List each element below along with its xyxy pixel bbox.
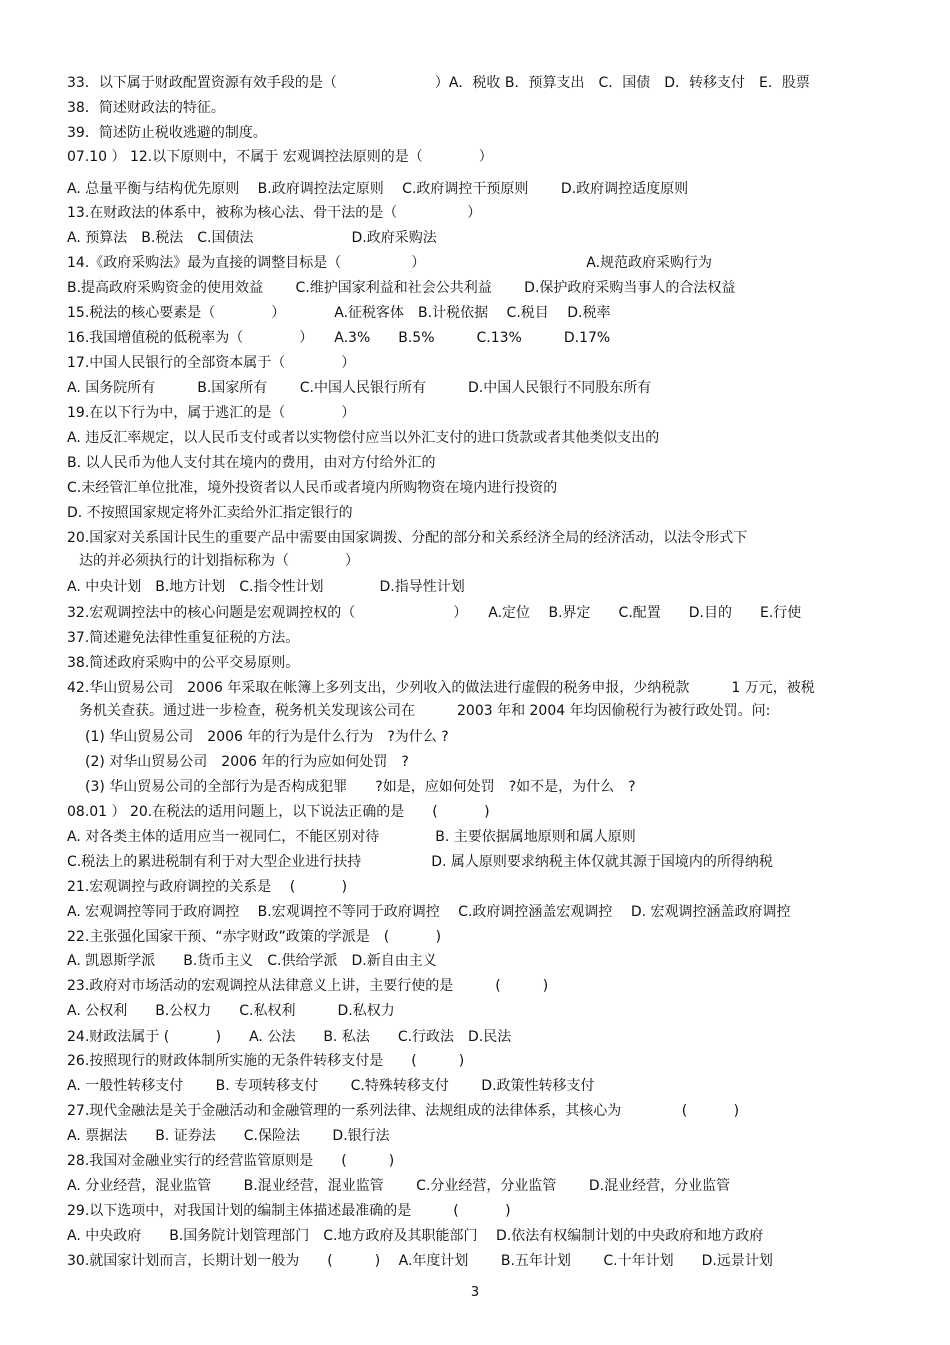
question-14-options: B.提高政府采购资金的使用效益 C.维护国家利益和社会公共利益 D.保护政府采购当事人的合法权益 xyxy=(67,280,736,296)
question-42-part-3: (3) 华山贸易公司的全部行为是否构成犯罪 ?如是，应如何处罚 ?如不是，为什么 ? xyxy=(85,779,636,795)
question-23: 23.政府对市场活动的宏观调控从法律意义上讲，主要行使的是 ( ) xyxy=(67,978,549,994)
question-42: 42.华山贸易公司 2006 年采取在帐簿上多列支出，少列收入的做法进行虚假的税务申报，少纳税款 1 万元，被税 xyxy=(67,680,815,696)
question-33: 33．以下属于财政配置资源有效手段的是（ ）A．税收 B．预算支出 C．国债 D．转移支付 E．股票 xyxy=(67,75,810,91)
question-21: 21.宏观调控与政府调控的关系是 ( ) xyxy=(67,879,348,895)
question-19-option-a: A. 违反汇率规定，以人民币支付或者以实物偿付应当以外汇支付的进口货款或者其他类似支出的 xyxy=(67,430,660,446)
question-38b: 38.简述政府采购中的公平交易原则。 xyxy=(67,655,300,671)
question-32: 32.宏观调控法中的核心问题是宏观调控权的（ ） A.定位 B.界定 C.配置 D.目的 E.行使 xyxy=(67,605,802,621)
question-17: 17.中国人民银行的全部资本属于（ ） xyxy=(67,355,356,371)
question-13: 13.在财政法的体系中，被称为核心法、骨干法的是（ ） xyxy=(67,205,482,221)
question-39: 39．简述防止税收逃避的制度。 xyxy=(67,125,267,141)
question-12-options: A. 总量平衡与结构优先原则 B.政府调控法定原则 C.政府调控干预原则 D.政府调控适度原则 xyxy=(67,181,689,197)
question-38: 38．简述财政法的特征。 xyxy=(67,100,225,116)
question-12-header: 07.10 ） 12.以下原则中，不属于 宏观调控法原则的是（ ） xyxy=(67,149,493,165)
page-number: 3 xyxy=(470,1285,480,1300)
question-20-cont: 达的并必须执行的计划指标称为（ ） xyxy=(79,553,359,569)
question-26-options: A. 一般性转移支付 B. 专项转移支付 C.特殊转移支付 D.政策性转移支付 xyxy=(67,1078,595,1094)
question-28-options: A. 分业经营，混业监管 B.混业经营，混业监管 C.分业经营，分业监管 D.混业经营，分业监管 xyxy=(67,1178,731,1194)
question-42-cont: 务机关查获。通过进一步检查，税务机关发现该公司在 2003 年和 2004 年均因偷税行为被行政处罚。问: xyxy=(79,703,771,719)
question-29: 29.以下选项中，对我国计划的编制主体描述最准确的是 ( ) xyxy=(67,1203,511,1219)
question-15: 15.税法的核心要素是（ ） A.征税客体 B.计税依据 C.税目 D.税率 xyxy=(67,305,611,321)
question-37: 37.简述避免法律性重复征税的方法。 xyxy=(67,630,300,646)
question-42-part-1: (1) 华山贸易公司 2006 年的行为是什么行为 ?为什么 ? xyxy=(85,729,449,745)
question-19: 19.在以下行为中，属于逃汇的是（ ） xyxy=(67,405,356,421)
question-22: 22.主张强化国家干预、“赤字财政”政策的学派是 ( ) xyxy=(67,929,442,945)
question-13-options: A. 预算法 B.税法 C.国债法 D.政府采购法 xyxy=(67,230,437,246)
question-21-options: A. 宏观调控等同于政府调控 B.宏观调控不等同于政府调控 C.政府调控涵盖宏观调控 D. 宏观调控涵盖政府调控 xyxy=(67,904,791,920)
question-16: 16.我国增值税的低税率为（ ） A.3% B.5% C.13% D.17% xyxy=(67,330,611,346)
question-42-part-2: (2) 对华山贸易公司 2006 年的行为应如何处罚 ? xyxy=(85,754,409,770)
question-30: 30.就国家计划而言，长期计划一般为 ( ) A.年度计划 B.五年计划 C.十年计划 D.远景计划 xyxy=(67,1253,773,1269)
question-27: 27.现代金融法是关于金融活动和金融管理的一系列法律、法规组成的法律体系，其核心为 ( ) xyxy=(67,1103,740,1119)
question-19-option-d: D. 不按照国家规定将外汇卖给外汇指定银行的 xyxy=(67,505,353,521)
question-20b: 08.01 ） 20.在税法的适用问题上，以下说法正确的是 ( ) xyxy=(67,804,490,820)
question-20b-options-cd: C.税法上的累进税制有利于对大型企业进行扶持 D. 属人原则要求纳税主体仅就其源于国境内的所得纳税 xyxy=(67,854,773,870)
question-20-options: A. 中央计划 B.地方计划 C.指令性计划 D.指导性计划 xyxy=(67,579,465,595)
question-14: 14.《政府采购法》最为直接的调整目标是（ ） A.规范政府采购行为 xyxy=(67,255,713,271)
question-29-options: A. 中央政府 B.国务院计划管理部门 C.地方政府及其职能部门 D.依法有权编制计划的中央政府和地方政府 xyxy=(67,1228,764,1244)
question-22-options: A. 凯恩斯学派 B.货币主义 C.供给学派 D.新自由主义 xyxy=(67,953,437,969)
question-20b-options-ab: A. 对各类主体的适用应当一视同仁，不能区别对待 B. 主要依据属地原则和属人原则 xyxy=(67,829,636,845)
question-24: 24.财政法属于 ( ) A. 公法 B. 私法 C.行政法 D.民法 xyxy=(67,1029,512,1045)
question-19-option-b: B. 以人民币为他人支付其在境内的费用，由对方付给外汇的 xyxy=(67,455,436,471)
question-26: 26.按照现行的财政体制所实施的无条件转移支付是 ( ) xyxy=(67,1053,465,1069)
question-27-options: A. 票据法 B. 证券法 C.保险法 D.银行法 xyxy=(67,1128,390,1144)
question-20: 20.国家对关系国计民生的重要产品中需要由国家调拨、分配的部分和关系经济全局的经济活动，以法令形式下 xyxy=(67,530,748,546)
question-28: 28.我国对金融业实行的经营监管原则是 ( ) xyxy=(67,1153,395,1169)
question-23-options: A. 公权利 B.公权力 C.私权利 D.私权力 xyxy=(67,1003,395,1019)
question-19-option-c: C.未经管汇单位批准，境外投资者以人民币或者境内所购物资在境内进行投资的 xyxy=(67,480,558,496)
question-17-options: A. 国务院所有 B.国家所有 C.中国人民银行所有 D.中国人民银行不同股东所有 xyxy=(67,380,652,396)
